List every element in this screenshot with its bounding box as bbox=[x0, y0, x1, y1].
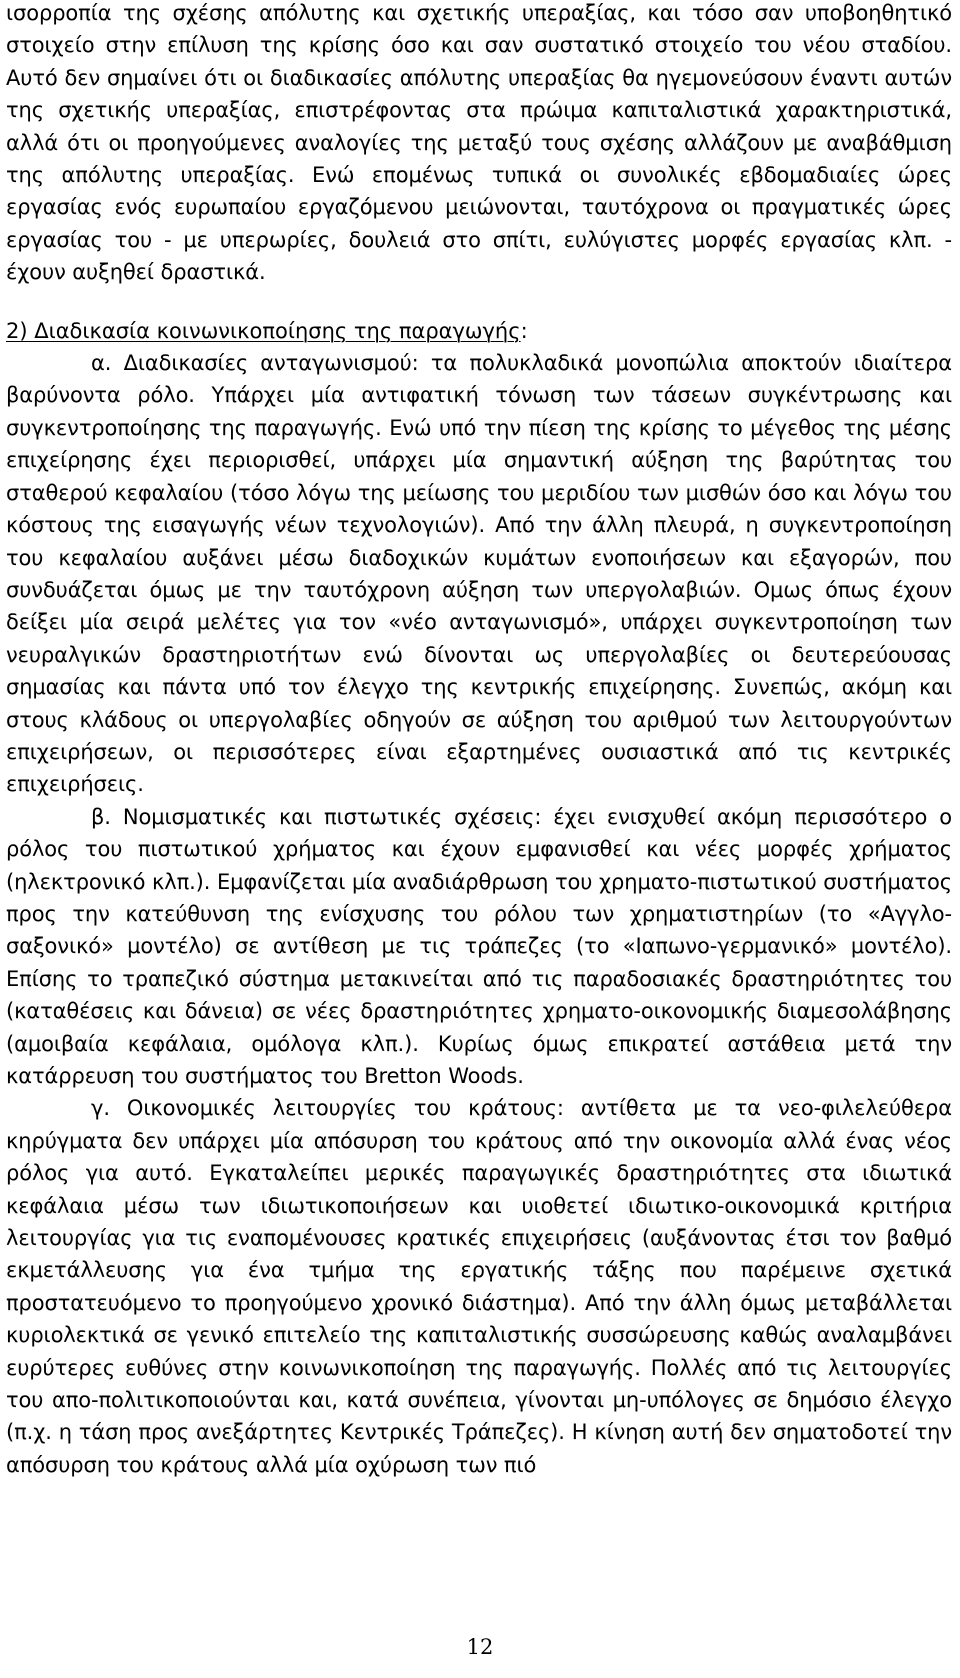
section-heading-line bbox=[6, 315, 952, 347]
section-heading: 2) Διαδικασία κοινωνικοποίησης της παραγωγής bbox=[6, 318, 521, 343]
item-b-paragraph: β. Νομισματικές και πιστωτικές σχέσεις: έχει ενισχυθεί ακόμη περισσότερο ο ρόλος του πιστωτικού χρήματος και έχουν εμφανισθεί και νέες μορφές χρήματος (ηλεκτρονικό κλπ.). Εμφανίζεται μία αναδιάρθρωση του χρηματο-πιστωτικού συστήματος προς την κατεύθυνση της ενίσχυσης του ρόλου των χρηματιστηρίων (το «Αγγλο-σαξονικό» μοντέλο) σε αντίθεση με τις τράπεζες (το «Ιαπωνο-γερμανικό» μοντέλο). Επίσης το τραπεζικό σύστημα μετακινείται από τις παραδοσιακές δραστηριότητες του (καταθέσεις και δάνεια) σε νέες δραστηριότητες χρηματο-οικονομικής διαμεσολάβησης (αμοιβαία κεφάλαια, ομόλογα κλπ.). Κυρίως όμως επικρατεί αστάθεια μετά την κατάρρευση του συστήματος του Bretton Woods. bbox=[6, 804, 952, 1088]
document-page bbox=[6, 0, 952, 1481]
section-heading-colon: : bbox=[520, 318, 528, 343]
item-c-paragraph: γ. Οικονομικές λειτουργίες του κράτους: αντίθετα με τα νεο-φιλελεύθερα κηρύγματα δεν υπάρχει μία απόσυρση του κράτους από την οικονομία αλλά ένας νέος ρόλος για αυτό. Εγκαταλείπει μερικές παραγωγικές δραστηριότητες στα ιδιωτικά κεφάλαια μέσω των ιδιωτικοποιήσεων και υιοθετεί ιδιωτικο-οικονομικά κριτήρια λειτουργίας για τις εναπομένουσες κρατικές επιχειρήσεις (αυξάνοντας έτσι τον βαθμό εκμετάλλευσης για ένα τμήμα της εργατικής τάξης που παρέμεινε σχετικά προστατευόμενο το προηγούμενο χρονικό διάστημα). Από την άλλη όμως μεταβάλλεται κυριολεκτικά σε γενικό επιτελείο της καπιταλιστικής συσσώρευσης καθώς αναλαμβάνει ευρύτερες ευθύνες στην κοινωνικοποίηση της παραγωγής. Πολλές από τις λειτουργίες του απο-πολιτικοποιούνται και, κατά συνέπεια, γίνονται μη-υπόλογες σε δημόσιο έλεγχο (π.χ. η τάση προς ανεξάρτητες Κεντρικές Τράπεζες). Η κίνηση αυτή δεν σηματοδοτεί την απόσυρση του κράτους αλλά μία οχύρωση των πιό bbox=[6, 1096, 952, 1477]
page-number: 12 bbox=[466, 1635, 494, 1659]
item-a-paragraph: α. Διαδικασίες ανταγωνισμού: τα πολυκλαδικά μονοπώλια αποκτούν ιδιαίτερα βαρύνοντα ρόλο. Υπάρχει μία αντιφατική τόνωση των τάσεων συγκέντρωσης και συγκεντροποίησης της παραγωγής. Ενώ υπό την πίεση της κρίσης το μέγεθος της μέσης επιχείρησης έχει περιορισθεί, υπάρχει μία σημαντική αύξηση της βαρύτητας του σταθερού κεφαλαίου (τόσο λόγω της μείωσης του μεριδίου των μισθών όσο και λόγω του κόστους της εισαγωγής νέων τεχνολογιών). Από την άλλη πλευρά, η συγκεντροποίηση του κεφαλαίου αυξάνει μέσω διαδοχικών κυμάτων ενοποιήσεων και εξαγορών, που συνδυάζεται όμως με την ταυτόχρονη αύξηση των υπεργολαβιών. Ομως όπως έχουν δείξει μία σειρά μελέτες για τον «νέο ανταγωνισμό», υπάρχει συγκεντροποίηση των νευραλγικών δραστηριοτήτων ενώ δίνονται ως υπεργολαβίες οι δευτερεύουσας σημασίας και πάντα υπό τον έλεγχο της κεντρικής επιχείρησης. Συνεπώς, ακόμη και στους κλάδους οι υπεργολαβίες οδηγούν σε αύξηση του αριθμού των λειτουργούντων επιχειρήσεων, οι περισσότερες είναι εξαρτημένες ουσιαστικά από τις κεντρικές επιχειρήσεις. bbox=[6, 351, 952, 797]
paragraph-continued: ισορροπία της σχέσης απόλυτης και σχετικής υπεραξίας, και τόσο σαν υποβοηθητικό στοιχείο στην επίλυση της κρίσης όσο και σαν συστατικό στοιχείο του νέου σταδίου. Αυτό δεν σημαίνει ότι οι διαδικασίες απόλυτης υπεραξίας θα ηγεμονεύσουν έναντι αυτών της σχετικής υπεραξίας, επιστρέφοντας στα πρώιμα καπιταλιστικά χαρακτηριστικά, αλλά ότι οι προηγούμενες αναλογίες της μεταξύ τους σχέσης αλλάζουν με αναβάθμιση της απόλυτης υπεραξίας. Ενώ επομένως τυπικά οι συνολικές εβδομαδιαίες ώρες εργασίας ενός ευρωπαίου εργαζόμενου μειώνονται, ταυτόχρονα οι πραγματικές ώρες εργασίας του - με υπερωρίες, δουλειά στο σπίτι, ευλύγιστες μορφές εργασίας κλπ. - έχουν αυξηθεί δραστικά. bbox=[6, 1, 952, 285]
